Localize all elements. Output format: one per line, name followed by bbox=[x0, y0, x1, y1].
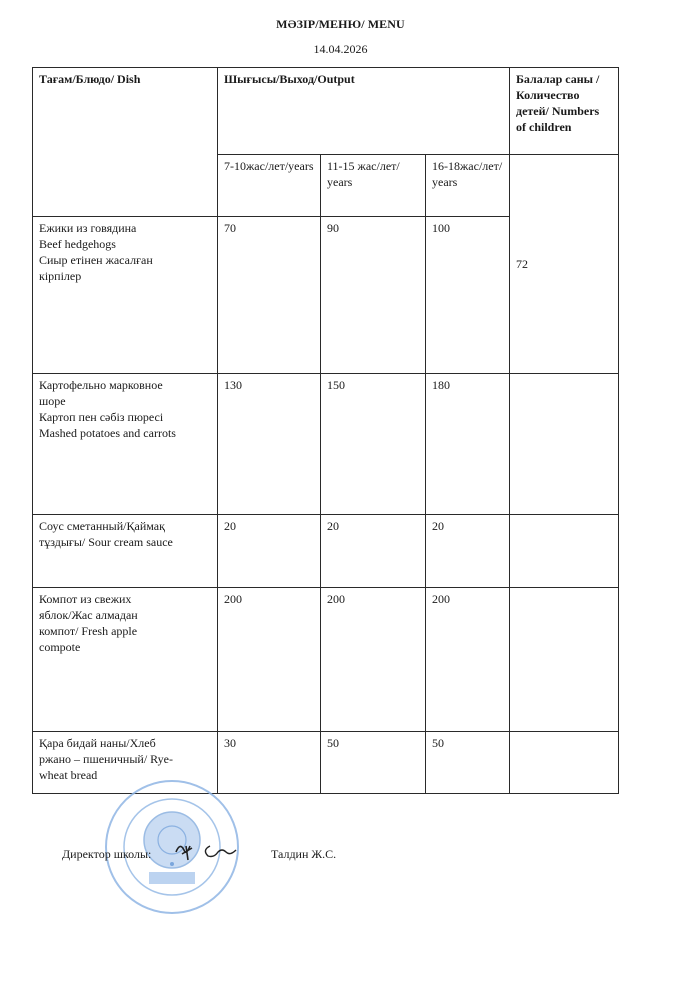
document-title: МӘЗІР/МЕНЮ/ MENU bbox=[276, 17, 405, 31]
dish-line: ржано – пшеничный/ Rye- bbox=[39, 752, 173, 766]
value-cell: 180 bbox=[426, 374, 510, 515]
dish-line: compote bbox=[39, 640, 81, 654]
value-cell: 130 bbox=[218, 374, 321, 515]
value-cell: 200 bbox=[321, 588, 426, 732]
value-cell: 150 bbox=[321, 374, 426, 515]
value-cell: 50 bbox=[426, 732, 510, 794]
value-cell: 90 bbox=[321, 217, 426, 374]
dish-line: Beef hedgehogs bbox=[39, 237, 116, 251]
value-cell: 70 bbox=[218, 217, 321, 374]
empty-children-cell bbox=[510, 588, 619, 732]
header-output: Шығысы/Выход/Output bbox=[218, 68, 510, 155]
dish-cell bbox=[33, 515, 218, 588]
director-name: Талдин Ж.С. bbox=[271, 847, 337, 861]
table-row bbox=[33, 515, 619, 588]
dish-line: кірпілер bbox=[39, 269, 82, 283]
value-cell: 100 bbox=[426, 217, 510, 374]
dish-line: wheat bread bbox=[39, 768, 98, 782]
dish-line: Ежики из говядина bbox=[39, 221, 137, 235]
dish-line: Компот из свежих bbox=[39, 592, 132, 606]
dish-line: Соус сметанный/Қаймақ bbox=[39, 519, 165, 533]
value-cell: 20 bbox=[426, 515, 510, 588]
empty-children-cell bbox=[510, 374, 619, 515]
dish-line: Mashed potatoes and carrots bbox=[39, 426, 176, 440]
menu-table bbox=[32, 67, 619, 794]
header-age-11-15: 11-15 жас/лет/ years bbox=[321, 155, 426, 217]
header-children: Балалар саны /Количество детей/ Numbers of children bbox=[510, 68, 619, 155]
table-row bbox=[33, 374, 619, 515]
empty-children-cell bbox=[510, 515, 619, 588]
dish-line: Сиыр етінен жасалған bbox=[39, 253, 153, 267]
dish-cell bbox=[33, 374, 218, 515]
children-count: 72 bbox=[510, 155, 619, 374]
dish-line: яблок/Жас алмадан bbox=[39, 608, 138, 622]
value-cell: 50 bbox=[321, 732, 426, 794]
dish-line: Қара бидай наны/Хлеб bbox=[39, 736, 156, 750]
value-cell: 200 bbox=[426, 588, 510, 732]
dish-line: компот/ Fresh apple bbox=[39, 624, 138, 638]
value-cell: 30 bbox=[218, 732, 321, 794]
dish-cell bbox=[33, 588, 218, 732]
header-row bbox=[33, 68, 619, 155]
signature-icon bbox=[170, 838, 240, 864]
dish-line: тұздығы/ Sour cream sauce bbox=[39, 535, 173, 549]
empty-children-cell bbox=[510, 732, 619, 794]
value-cell: 20 bbox=[218, 515, 321, 588]
value-cell: 200 bbox=[218, 588, 321, 732]
dish-line: Картоп пен сәбіз пюресі bbox=[39, 410, 164, 424]
director-label: Директор школы: bbox=[62, 847, 152, 861]
dish-line: шоре bbox=[39, 394, 66, 408]
dish-line: Картофельно марковное bbox=[39, 378, 163, 392]
document-date: 14.04.2026 bbox=[313, 42, 368, 56]
header-age-16-18: 16-18жас/лет/ years bbox=[426, 155, 510, 217]
value-cell: 20 bbox=[321, 515, 426, 588]
dish-cell bbox=[33, 217, 218, 374]
header-age-7-10: 7-10жас/лет/years bbox=[218, 155, 321, 217]
header-dish: Тағам/Блюдо/ Dish bbox=[33, 68, 218, 217]
table-row bbox=[33, 588, 619, 732]
